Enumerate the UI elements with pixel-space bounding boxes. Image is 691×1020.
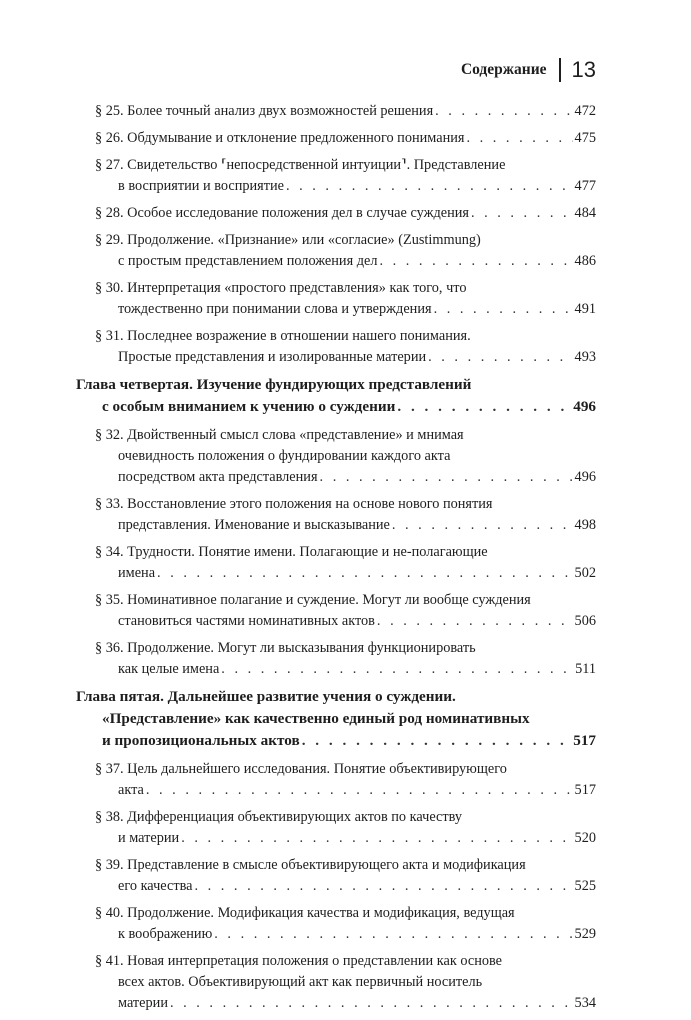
toc-line [95,425,596,446]
toc-entry-text: § 34. Трудности. Понятие имени. Полагающие и не-полагающие [95,544,488,560]
toc-line [95,993,596,1014]
toc-section [95,425,596,488]
toc-line [76,686,596,708]
toc-section [95,203,596,224]
toc-entry-text: имена [118,565,156,581]
toc-entry-text: § 29. Продолжение. «Признание» или «согласие» (Zustimmung) [95,232,481,248]
toc-section [95,590,596,632]
toc-entry-text: § 39. Представление в смысле объективирующего акта и модификация [95,857,526,873]
toc-page-number: 486 [574,253,596,269]
dot-leader [471,203,573,224]
toc-entry-text: становиться частями номинативных актов [118,613,375,629]
toc-page-number: 502 [574,565,596,581]
header-title: Содержание [460,61,547,78]
header-page-number: 13 [571,57,596,82]
dot-leader [466,128,572,149]
toc-section [95,494,596,536]
header-divider [559,58,561,82]
toc-line [95,590,596,611]
toc-entry-text: § 32. Двойственный смысл слова «представление» и мнимая [95,427,464,443]
toc-entry-text: тождественно при понимании слова и утверждения [118,301,432,317]
dot-leader [435,101,572,122]
toc-entry-text: § 30. Интерпретация «простого представления» как того, что [95,280,467,296]
toc-line [76,708,596,730]
toc-page-number: 493 [574,349,596,365]
toc-line [76,374,596,396]
toc-line [95,251,596,272]
toc-page-number: 506 [574,613,596,629]
toc-line [95,326,596,347]
toc-entry-text: § 33. Восстановление этого положения на основе нового понятия [95,496,493,512]
toc-line [95,876,596,897]
toc-page-number: 529 [574,926,596,942]
toc-entry-text: материи [118,995,168,1011]
dot-leader [181,828,572,849]
toc-page-number: 496 [574,469,596,485]
toc-section [95,903,596,945]
toc-chapter [76,374,596,418]
toc-line [76,396,596,418]
toc-entry-text: представления. Именование и высказывание [118,517,390,533]
toc-page-number: 498 [574,517,596,533]
toc-page-number: 472 [574,103,596,119]
toc-entry-text: «Представление» как качественно единый род номинативных [102,710,530,727]
toc-line [95,855,596,876]
toc-line [95,903,596,924]
dot-leader [157,563,573,584]
toc-page-number: 517 [573,732,596,749]
toc-section [95,638,596,680]
toc-line [95,467,596,488]
toc-page-number: 511 [575,661,596,677]
toc-page-number: 517 [574,782,596,798]
dot-leader [377,611,573,632]
toc-line [76,730,596,752]
toc-line [95,659,596,680]
dot-leader [379,251,572,272]
toc-line [95,780,596,801]
toc-entry-text: акта [118,782,144,798]
dot-leader [434,299,573,320]
toc-entry-text: всех актов. Объективирующий акт как первичный носитель [118,974,483,990]
toc-entry-text: § 41. Новая интерпретация положения о представлении как основе [95,953,503,969]
toc-page-number: 491 [574,301,596,317]
toc-line [95,128,596,149]
toc-line [95,515,596,536]
toc-line [95,176,596,197]
toc-section [95,759,596,801]
dot-leader [302,730,572,752]
toc-line [95,611,596,632]
toc-line [95,347,596,368]
toc-line [95,563,596,584]
toc-line [95,828,596,849]
toc-line [95,807,596,828]
toc-line [95,101,596,122]
toc-entry-text: § 40. Продолжение. Модификация качества и модификация, ведущая [95,905,515,921]
table-of-contents [76,101,596,1020]
dot-leader [428,347,572,368]
toc-entry-text: и пропозициональных актов [102,732,300,749]
toc-entry-text: с особым вниманием к учению о суждении [102,398,396,415]
toc-entry-text: Простые представления и изолированные материи [118,349,427,365]
toc-entry-text: и материи [118,830,180,846]
toc-line [95,759,596,780]
toc-entry-text: § 38. Дифференциация объективирующих актов по качеству [95,809,463,825]
toc-line [95,299,596,320]
toc-entry-text: в восприятии и восприятие [118,178,284,194]
dot-leader [320,467,573,488]
toc-section [95,951,596,1014]
dot-leader [146,780,573,801]
toc-line [95,924,596,945]
toc-section [95,128,596,149]
dot-leader [221,659,573,680]
toc-line [95,230,596,251]
toc-section [95,855,596,897]
toc-entry-text: очевидность положения о фундировании каждого акта [118,448,451,464]
toc-entry-text: его качества [118,878,193,894]
toc-section [95,101,596,122]
toc-page-number: 484 [574,205,596,221]
toc-line [95,951,596,972]
toc-entry-text: к воображению [118,926,213,942]
dot-leader [286,176,573,197]
toc-page-number: 477 [574,178,596,194]
toc-entry-text: Глава пятая. Дальнейшее развитие учения о суждении. [76,688,456,705]
toc-entry-text: § 31. Последнее возражение в отношении нашего понимания. [95,328,471,344]
toc-section [95,807,596,849]
toc-section [95,155,596,197]
dot-leader [214,924,572,945]
toc-chapter [76,686,596,752]
toc-line [95,542,596,563]
toc-entry-text: как целые имена [118,661,220,677]
toc-section [95,230,596,272]
dot-leader [392,515,573,536]
toc-section [95,326,596,368]
dot-leader [194,876,572,897]
toc-entry-text: § 26. Обдумывание и отклонение предложенного понимания [95,130,465,146]
toc-entry-text: § 28. Особое исследование положения дел в случае суждения [95,205,469,221]
toc-entry-text: посредством акта представления [118,469,318,485]
toc-entry-text: § 25. Более точный анализ двух возможностей решения [95,103,434,119]
toc-line [95,638,596,659]
toc-entry-text: § 37. Цель дальнейшего исследования. Понятие объективирующего [95,761,507,777]
toc-line [95,278,596,299]
toc-line [95,203,596,224]
toc-entry-text: § 36. Продолжение. Могут ли высказывания функционировать [95,640,476,656]
toc-line [95,155,596,176]
dot-leader [397,396,571,418]
toc-page-number: 496 [573,398,596,415]
toc-page-number: 475 [574,130,596,146]
dot-leader [170,993,573,1014]
toc-line [95,972,596,993]
toc-page-number: 525 [574,878,596,894]
toc-line [95,446,596,467]
toc-entry-text: § 27. Свидетельство ⸢непосредственной интуиции⸣. Представление [95,157,506,173]
toc-section [95,542,596,584]
toc-section [95,278,596,320]
toc-page-number: 534 [574,995,596,1011]
toc-page-number: 520 [574,830,596,846]
toc-line [95,494,596,515]
running-header [461,55,596,85]
toc-entry-text: Глава четвертая. Изучение фундирующих представлений [76,376,472,393]
toc-entry-text: с простым представлением положения дел [118,253,378,269]
toc-entry-text: § 35. Номинативное полагание и суждение. Могут ли вообще суждения [95,592,531,608]
